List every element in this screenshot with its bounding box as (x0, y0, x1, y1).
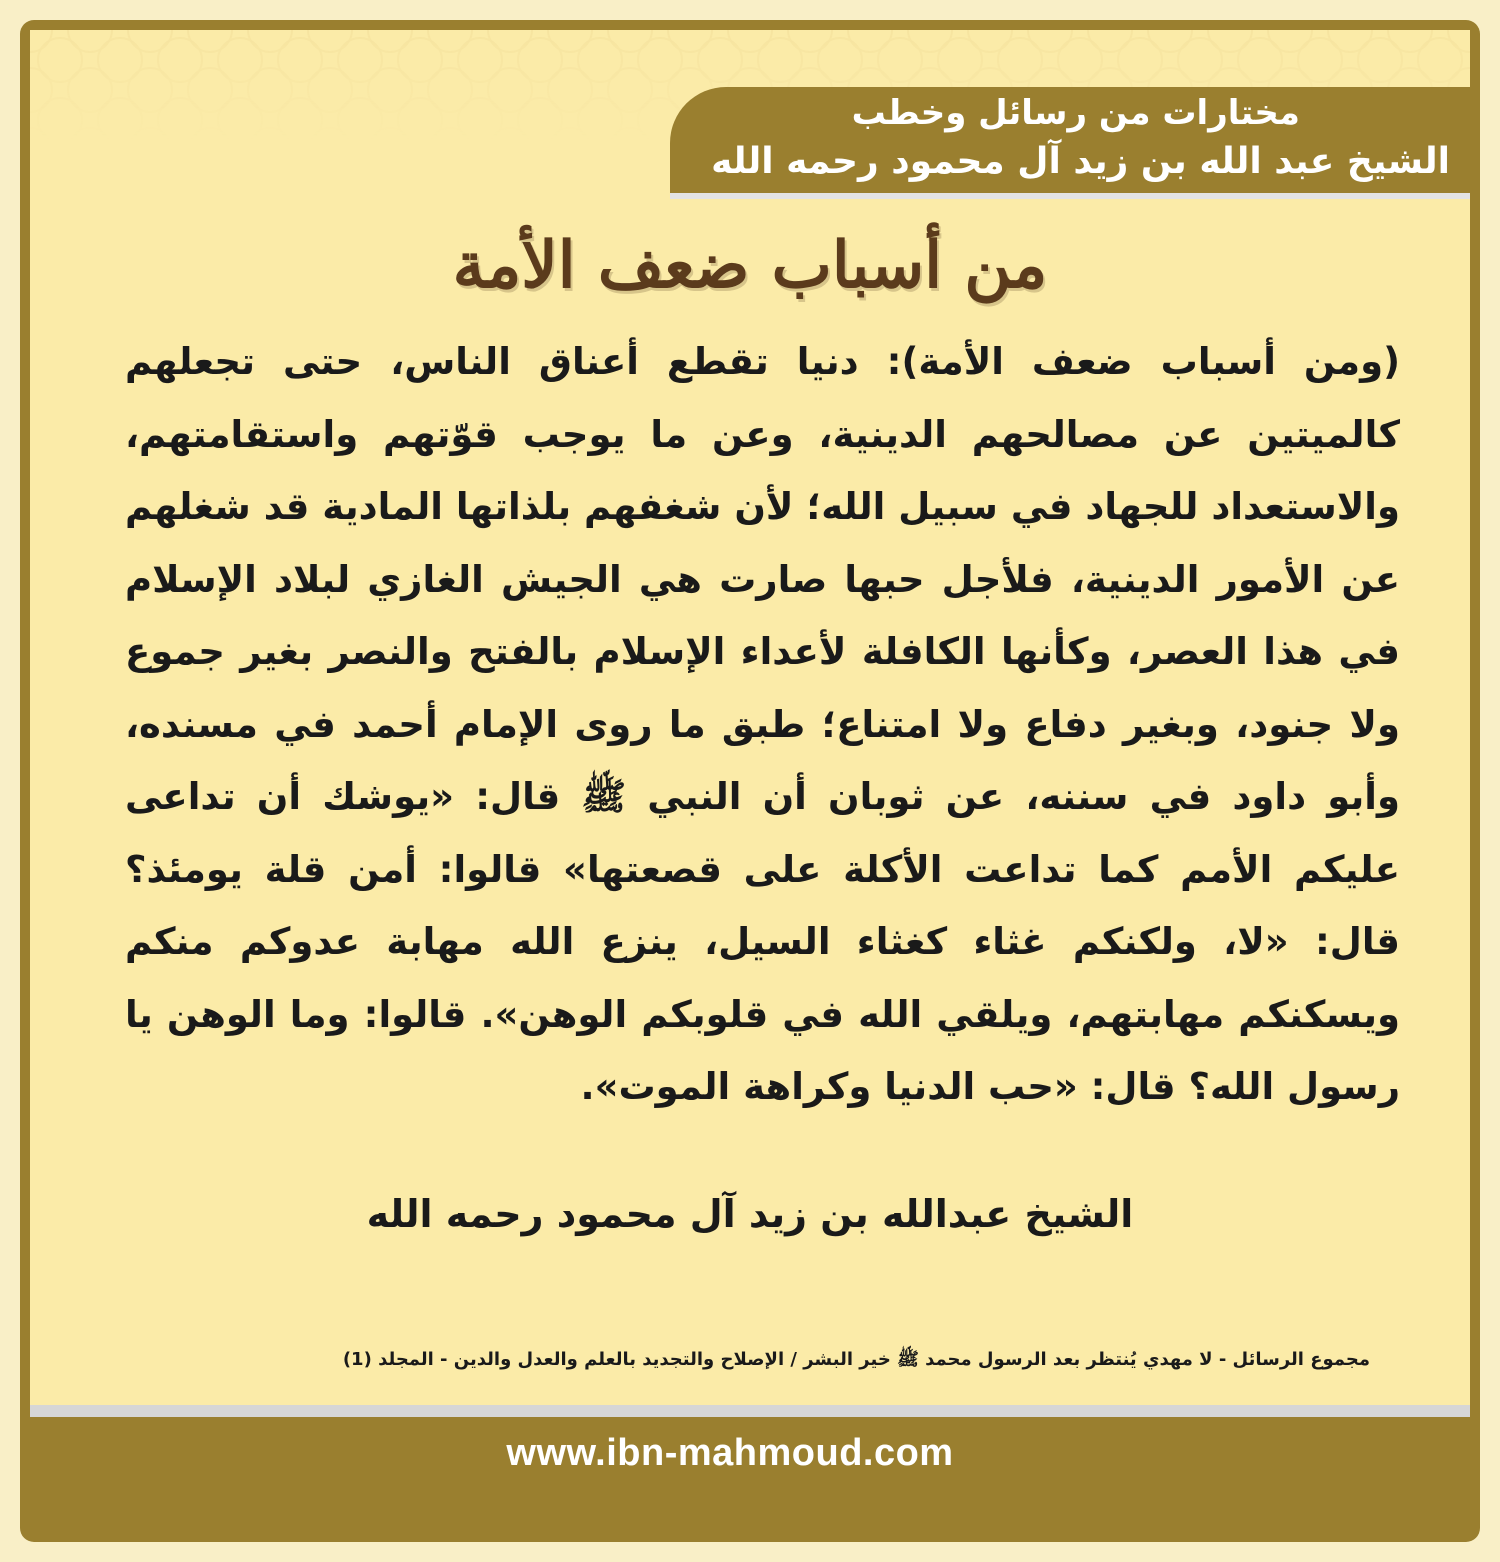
author-signature: الشيخ عبدالله بن زيد آل محمود رحمه الله (366, 1192, 1134, 1236)
header-subtitle: مختارات من رسائل وخطب (851, 93, 1300, 133)
website-link[interactable]: www.ibn-mahmoud.com (506, 1432, 954, 1474)
source-citation: مجموع الرسائل - لا مهدي يُنتظر بعد الرسول محمد ﷺ خير البشر / الإصلاح والتجديد بالعلم والعدل والدين - المجلد (1) (342, 1349, 1370, 1370)
article-body (125, 326, 1400, 1124)
body-paragraph: (ومن أسباب ضعف الأمة): دنيا تقطع أعناق الناس، حتى تجعلهم كالميتين عن مصالحهم الدينية، وعن ما يوجب قوّتهم واستقامتهم، والاستعداد للجهاد في سبيل الله؛ لأن شغفهم بلذاتها المادية قد شغلهم عن الأمور الدينية، فلأجل حبها صارت هي الجيش الغازي لبلاد الإسلام في هذا العصر، وكأنها الكافلة لأعداء الإسلام بالفتح والنصر بغير جموع ولا جنود، وبغير دفاع ولا امتناع؛ طبق ما روى الإمام أحمد في مسنده، وأبو داود في سننه، عن ثوبان أن النبي ﷺ قال: «يوشك أن تداعى عليكم الأمم كما تداعت الأكلة على قصعتها» قالوا: أمن قلة يومئذ؟ قال: «لا، ولكنكم غثاء كغثاء السيل، ينزع الله مهابة عدوكم منكم ويسكنكم مهابتهم، ويلقي الله في قلوبكم الوهن». قالوا: وما الوهن يا رسول الله؟ قال: «حب الدنيا وكراهة الموت». (125, 340, 1400, 1108)
header-banner (670, 87, 1470, 199)
divider-strip (30, 1405, 1470, 1417)
page-title: من أسباب ضعف الأمة (452, 228, 1048, 303)
content-panel (30, 30, 1470, 1412)
header-author: الشيخ عبد الله بن زيد آل محمود رحمه الله (711, 141, 1450, 182)
